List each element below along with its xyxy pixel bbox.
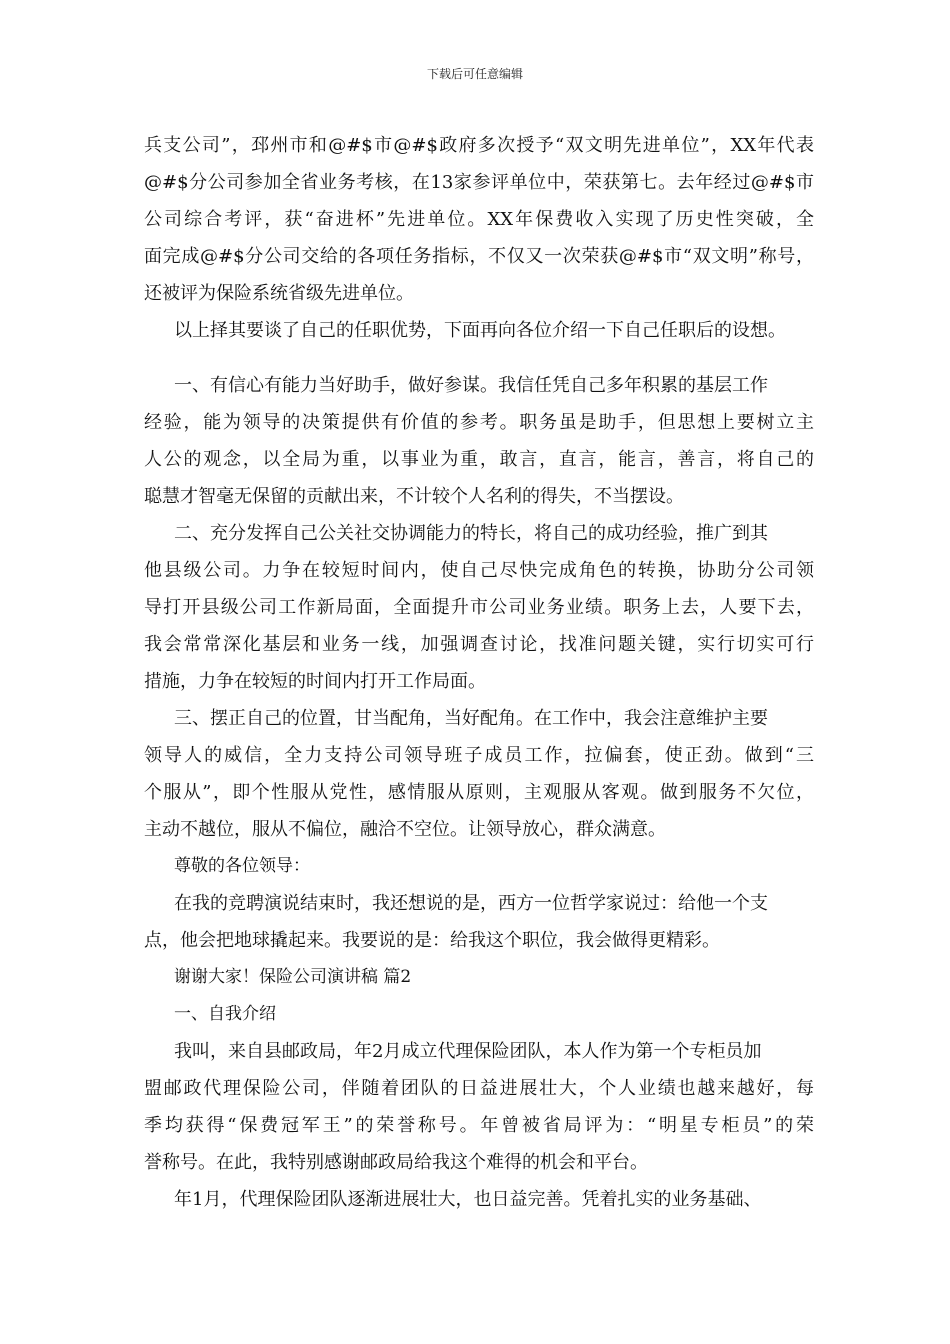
paragraph-line: 盟邮政代理保险公司，伴随着团队的日益进展壮大，个人业绩也越来越好，每	[144, 1078, 814, 1099]
paragraph-line: 誉称号。在此，我特别感谢邮政局给我这个难得的机会和平台。	[144, 1152, 648, 1173]
page-header-note: 下载后可任意编辑	[426, 67, 523, 81]
paragraph-line: 还被评为保险系统省级先进单位。	[144, 283, 414, 304]
paragraph-line: 领导人的威信，全力支持公司领导班子成员工作，拉偏套，使正劲。做到“三	[144, 745, 814, 766]
section-title-line: 谢谢大家！保险公司演讲稿 篇2	[174, 967, 412, 987]
paragraph-line: 主动不越位，服从不偏位，融洽不空位。让领导放心，群众满意。	[144, 819, 666, 840]
paragraph-line: 二、充分发挥自己公关社交协调能力的特长，将自己的成功经验，推广到其	[174, 523, 768, 544]
paragraph-line: 经验，能为领导的决策提供有价值的参考。职务虽是助手，但思想上要树立主	[144, 412, 814, 433]
salutation-line: 尊敬的各位领导：	[174, 856, 310, 876]
paragraph-line: 三、摆正自己的位置，甘当配角，当好配角。在工作中，我会注意维护主要	[174, 708, 768, 729]
paragraph-line: 在我的竞聘演说结束时，我还想说的是，西方一位哲学家说过：给他一个支	[174, 893, 768, 914]
paragraph-line: 聪慧才智毫无保留的贡献出来，不计较个人名利的得失，不当摆设。	[144, 486, 684, 507]
paragraph-line: 他县级公司。力争在较短时间内，使自己尽快完成角色的转换，协助分公司领	[144, 560, 814, 581]
paragraph-line: 点，他会把地球撬起来。我要说的是：给我这个职位，我会做得更精彩。	[144, 930, 720, 951]
paragraph-line: 导打开县级公司工作新局面，全面提升市公司业务业绩。职务上去，人要下去，	[144, 597, 814, 618]
paragraph-line: 我会常常深化基层和业务一线，加强调查讨论，找准问题关键，实行切实可行	[144, 634, 814, 655]
paragraph-line: @#$分公司参加全省业务考核，在13家参评单位中，荣获第七。去年经过@#$市	[144, 172, 814, 193]
section-heading-line: 一、自我介绍	[174, 1004, 276, 1024]
paragraph-line: 公司综合考评，获“奋进杯”先进单位。XX年保费收入实现了历史性突破，全	[144, 209, 814, 230]
paragraph-line: 措施，力争在较短的时间内打开工作局面。	[144, 671, 486, 692]
paragraph-line: 兵支公司”，邳州市和@#$市@#$政府多次授予“双文明先进单位”，XX年代表	[144, 135, 814, 156]
paragraph-line: 年1月，代理保险团队逐渐进展壮大，也日益完善。凭着扎实的业务基础、	[174, 1189, 762, 1210]
paragraph-line: 以上择其要谈了自己的任职优势，下面再向各位介绍一下自己任职后的设想。	[174, 320, 786, 341]
paragraph-line: 一、有信心有能力当好助手，做好参谋。我信任凭自己多年积累的基层工作	[174, 375, 768, 396]
paragraph-line: 面完成@#$分公司交给的各项任务指标，不仅又一次荣获@#$市“双文明”称号，	[144, 246, 814, 267]
paragraph-line: 个服从”，即个性服从党性，感情服从原则，主观服从客观。做到服务不欠位，	[144, 782, 814, 803]
paragraph-line: 我叫，来自县邮政局，年2月成立代理保险团队，本人作为第一个专柜员加	[174, 1041, 762, 1062]
paragraph-line: 人公的观念，以全局为重，以事业为重，敢言，直言，能言，善言，将自己的	[144, 449, 814, 470]
paragraph-line: 季均获得“保费冠军王”的荣誉称号。年曾被省局评为：“明星专柜员”的荣	[144, 1115, 814, 1136]
document-body	[144, 127, 814, 1218]
paragraph-gap	[144, 349, 814, 367]
